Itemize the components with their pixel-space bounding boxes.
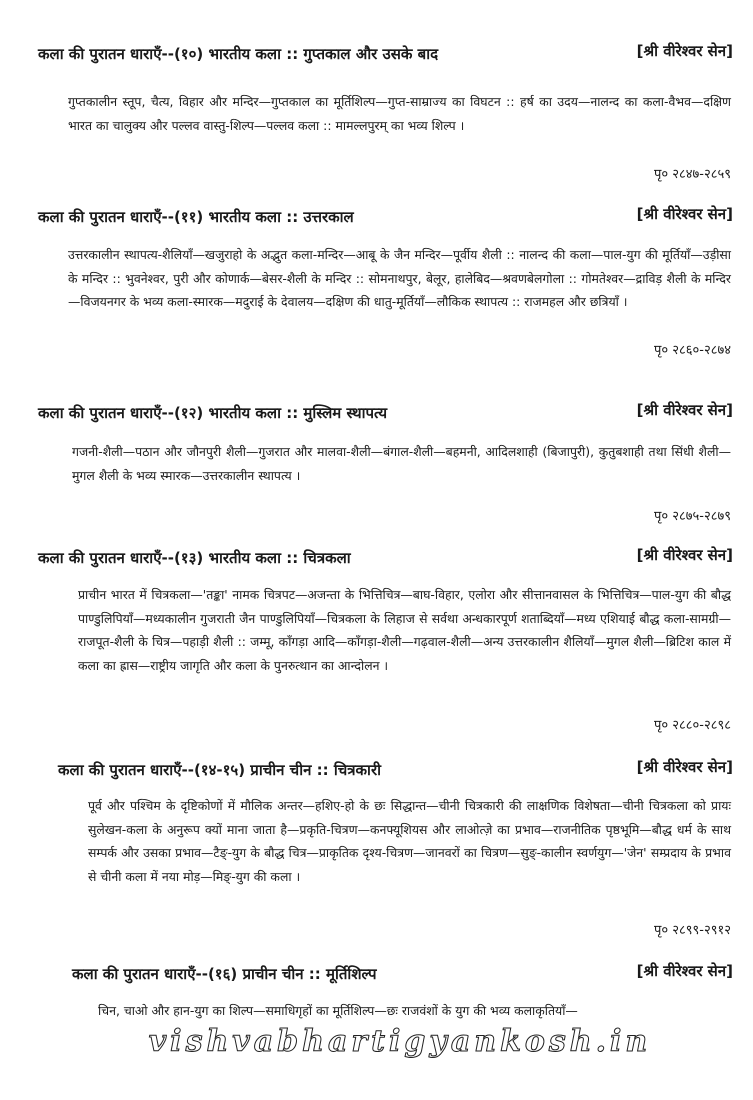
entry-title: कला की पुरातन धाराएँ--(१४-१५) प्राचीन चीन :: चित्रकारी: [58, 761, 381, 779]
entry-pages: पृ० २८९९-२९१२: [653, 923, 731, 938]
entry-pages: पृ० २८६०-२८७४: [653, 343, 731, 358]
entry-body: गुप्तकालीन स्तूप, चैत्य, विहार और मन्दिर—गुप्तकाल का मूर्तिशिल्प—गुप्त-साम्राज्य का विघटन :: हर्ष का उदय—नालन्द का कला-वैभव—दक्षिण भारत का चालुक्य और पल्लव वास्तु-शिल्प—पल्लव कला :: मामल्लपुरम् का भव्य शिल्प ।: [68, 94, 731, 133]
entry-heading: [72, 964, 733, 986]
entry-pages: पृ० २८८०-२८९८: [653, 718, 731, 733]
entry-body: प्राचीन भारत में चित्रकला—'तङ्का' नामक चित्रपट—अजन्ता के भित्तिचित्र—बाघ-विहार, एलोरा और सीत्तानवासल के भित्तिचित्र—पाल-युग की बौद्ध पाण्डुलिपियाँ—मध्यकालीन गुजराती जैन पाण्डुलिपियाँ—चित्रकला के लिहाज से सर्वथा अन्धकारपूर्ण शताब्दियाँ—मध्य एशियाई बौद्ध कला-सामग्री—राजपूत-शैली के चित्र—पहाड़ी शैली :: जम्मू, काँगड़ा आदि—काँगड़ा-शैली—गढ़वाल-शैली—अन्य उत्तरकालीन शैलियाँ—मुगल शैली—ब्रिटिश काल में कला का ह्रास—राष्ट्रीय जागृति और कला के पुनरुत्थान का आन्दोलन ।: [78, 587, 731, 673]
entry-heading: [38, 207, 733, 229]
entry-title: कला की पुरातन धाराएँ--(१२) भारतीय कला :: मुस्लिम स्थापत्य: [38, 404, 388, 422]
entry-body: गजनी-शैली—पठान और जौनपुरी शैली—गुजरात और मालवा-शैली—बंगाल-शैली—बहमनी, आदिलशाही (बिजापुरी), कुतुबशाही तथा सिंधी शैली—मुगल शैली के भव्य स्मारक—उत्तरकालीन स्थापत्य ।: [72, 444, 731, 483]
entry-author: [श्री वीरेश्वर सेन]: [636, 401, 733, 419]
entry-pages: पृ० २८४७-२८५९: [653, 167, 731, 182]
entry-body: उत्तरकालीन स्थापत्य-शैलियाँ—खजुराहो के अद्भुत कला-मन्दिर—आबू के जैन मन्दिर—पूर्वीय शैली :: नालन्द की कला—पाल-युग की मूर्तियाँ—उड़ीसा के मन्दिर :: भुवनेश्वर, पुरी और कोणार्क—बेसर-शैली के मन्दिर :: सोमनाथपुर, बेलूर, हालेबिद—श्रवणबेलगोला :: गोमतेश्वर—द्राविड़ शैली के मन्दिर—विजयनगर के भव्य कला-स्मारक—मदुराई के देवालय—दक्षिण की धातु-मूर्तियाँ—लौकिक स्थापत्य :: राजमहल और छत्रियाँ ।: [68, 247, 731, 309]
entry-author: [श्री वीरेश्वर सेन]: [636, 962, 733, 980]
entry-title: कला की पुरातन धाराएँ--(११) भारतीय कला :: उत्तरकाल: [38, 208, 354, 226]
entry-heading: [38, 44, 733, 66]
watermark: vishvabhartigyankosh.in: [148, 1024, 652, 1059]
entry-title: कला की पुरातन धाराएँ--(१६) प्राचीन चीन :: मूर्तिशिल्प: [72, 965, 377, 983]
entry-author: [श्री वीरेश्वर सेन]: [636, 546, 733, 564]
entry-author: [श्री वीरेश्वर सेन]: [636, 205, 733, 223]
entry-body: पूर्व और पश्चिम के दृष्टिकोणों में मौलिक अन्तर—हशिए-हो के छः सिद्धान्त—चीनी चित्रकारी की लाक्षणिक विशेषता—चीनी चित्रकला को प्रायः सुलेखन-कला के अनुरूप क्यों माना जाता है—प्रकृति-चित्रण—कनफ्यूशियस और लाओत्ज़े का प्रभाव—राजनीतिक पृष्ठभूमि—बौद्ध धर्म के साथ सम्पर्क और उसका प्रभाव—टैङ्-युग के बौद्ध चित्र—प्राकृतिक दृश्य-चित्रण—जानवरों का चित्रण—सुङ्-कालीन स्वर्णयुग—'जेन' सम्प्रदाय के प्रभाव से चीनी कला में नया मोड़—मिङ्-युग की कला ।: [88, 798, 731, 884]
entry-author: [श्री वीरेश्वर सेन]: [636, 758, 733, 776]
entry-author: [श्री वीरेश्वर सेन]: [636, 42, 733, 60]
entry-body: चिन, चाओ और हान-युग का शिल्प—समाधिगृहों का मूर्तिशिल्प—छः राजवंशों के युग की भव्य कलाकृतियाँ—: [98, 1003, 578, 1018]
entry-pages: पृ० २८७५-२८७९: [653, 509, 731, 524]
entry-title: कला की पुरातन धाराएँ--(१३) भारतीय कला :: चित्रकला: [38, 549, 351, 567]
entry-heading: [58, 760, 733, 782]
entry-heading: [38, 548, 733, 570]
entry-title: कला की पुरातन धाराएँ--(१०) भारतीय कला :: गुप्तकाल और उसके बाद: [38, 45, 439, 63]
entry-heading: [38, 403, 733, 425]
